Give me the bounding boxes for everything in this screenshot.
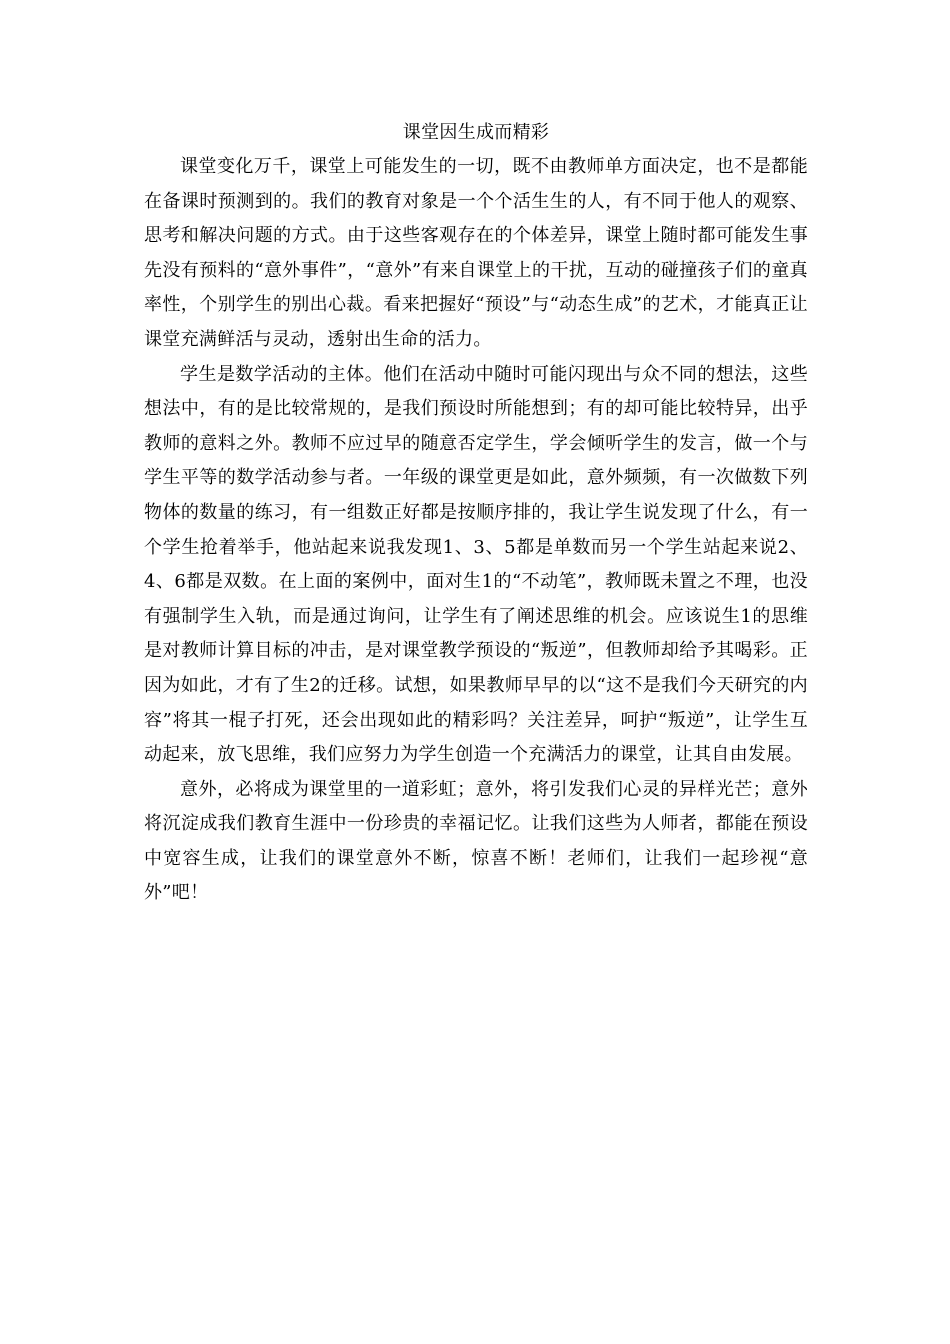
- document-body: [144, 116, 808, 911]
- paragraph-1: 课堂变化万千，课堂上可能发生的一切，既不由教师单方面决定，也不是都能在备课时预测到的。我们的教育对象是一个个活生生的人，有不同于他人的观察、思考和解决问题的方式。由于这些客观存在的个体差异，课堂上随时都可能发生事先没有预料的“意外事件”，“意外”有来自课堂上的干扰，互动的碰撞孩子们的童真率性，个别学生的别出心裁。看来把握好“预设”与“动态生成”的艺术，才能真正让课堂充满鲜活与灵动，透射出生命的活力。: [144, 156, 808, 350]
- paragraph-2: 学生是数学活动的主体。他们在活动中随时可能闪现出与众不同的想法，这些想法中，有的是比较常规的，是我们预设时所能想到；有的却可能比较特异，出乎教师的意料之外。教师不应过早的随意否定学生，学会倾听学生的发言，做一个与学生平等的数学活动参与者。一年级的课堂更是如此，意外频频，有一次做数下列物体的数量的练习，有一组数正好都是按顺序排的，我让学生说发现了什么，有一个学生抢着举手，他站起来说我发现1、3、5都是单数而另一个学生站起来说2、4、6都是双数。在上面的案例中，面对生1的“不动笔”，教师既未置之不理，也没有强制学生入轨，而是通过询问，让学生有了阐述思维的机会。应该说生1的思维是对教师计算目标的冲击，是对课堂教学预设的“叛逆”，但教师却给予其喝彩。正因为如此，才有了生2的迁移。试想，如果教师早早的以“这不是我们今天研究的内容”将其一棍子打死，还会出现如此的精彩吗？关注差异，呵护“叛逆”，让学生互动起来，放飞思维，我们应努力为学生创造一个充满活力的课堂，让其自由发展。: [144, 363, 808, 766]
- document-title: 课堂因生成而精彩: [402, 122, 550, 143]
- paragraph-3: 意外，必将成为课堂里的一道彩虹；意外，将引发我们心灵的异样光芒；意外将沉淀成我们教育生涯中一份珍贵的幸福记忆。让我们这些为人师者，都能在预设中宽容生成，让我们的课堂意外不断，惊喜不断！老师们，让我们一起珍视“意外”吧！: [144, 778, 808, 904]
